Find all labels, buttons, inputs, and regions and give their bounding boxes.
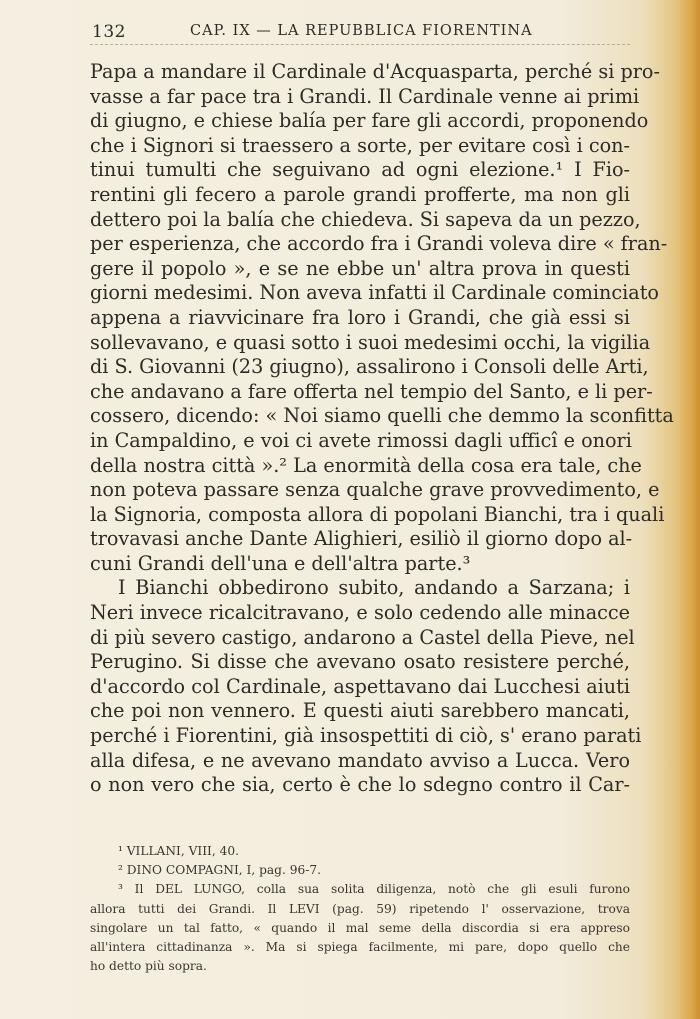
footnote-continuation: allora tutti dei Grandi. Il LEVI (pag. 59) ripetendo l' osservazione, trova — [90, 901, 630, 916]
footnote: ¹ VILLANI, VIII, 40. — [118, 844, 239, 858]
page-number: 132 — [92, 22, 126, 42]
header-rule — [90, 44, 630, 45]
text-line: alla difesa, e ne avevano mandato avviso a Lucca. Vero — [90, 748, 630, 772]
text-line: appena a riavvicinare fra loro i Grandi, che già essi si — [90, 305, 630, 329]
body-text — [90, 60, 674, 798]
text-line: che andavano a fare offerta nel tempio del Santo, e li per- — [90, 379, 653, 403]
text-line: rentini gli fecero a parole grandi profferte, ma non gli — [90, 182, 630, 206]
running-head: CAP. IX — LA REPUBBLICA FIORENTINA — [190, 23, 533, 39]
text-line: in Campaldino, e voi ci avete rimossi dagli ufficî e onori — [90, 428, 632, 452]
text-line: gere il popolo », e se ne ebbe un' altra prova in questi — [90, 256, 630, 280]
text-line: di giugno, e chiese balía per fare gli accordi, proponendo — [90, 109, 649, 133]
text-line: sollevavano, e quasi sotto i suoi medesimi occhi, la vigilia — [90, 330, 651, 354]
text-line: o non vero che sia, certo è che lo sdegno contro il Car- — [90, 773, 630, 797]
text-line: per esperienza, che accordo fra i Grandi voleva dire « fran- — [90, 232, 668, 256]
text-line: che i Signori si traessero a sorte, per evitare così i con- — [90, 133, 630, 157]
text-line: di più severo castigo, andarono a Castel della Pieve, nel — [90, 625, 635, 649]
text-line: perché i Fiorentini, già insospettiti di ciò, s' erano parati — [90, 724, 642, 748]
text-line: non poteva passare senza qualche grave provvedimento, e — [90, 478, 660, 502]
text-line: vasse a far pace tra i Grandi. Il Cardinale venne ai primi — [90, 84, 640, 108]
text-line: la Signoria, composta allora di popolani Bianchi, tra i quali — [90, 502, 665, 526]
footnote: ³ Il DEL LUNGO, colla sua solita diligenza, notò che gli esuli furono — [118, 882, 630, 897]
footnote-continuation: ho detto più sopra. — [90, 959, 207, 974]
text-line: Neri invece ricalcitravano, e solo cedendo alle minacce — [90, 601, 630, 625]
text-line: della nostra città ».² La enormità della cosa era tale, che — [90, 453, 642, 477]
footnote-continuation: singolare un tal fatto, « quando il mal seme della discordia si era appreso — [90, 920, 630, 935]
text-line: di S. Giovanni (23 giugno), assalirono i Consoli delle Arti, — [90, 355, 649, 379]
text-line: trovavasi anche Dante Alighieri, esiliò il giorno dopo al- — [90, 527, 633, 551]
footnote-continuation: all'intera cittadinanza ». Ma si spiega facilmente, mi pare, dopo quello che — [90, 939, 630, 954]
text-line: d'accordo col Cardinale, aspettavano dai Lucchesi aiuti — [90, 674, 630, 698]
footnote: ² DINO COMPAGNI, I, pag. 96-7. — [118, 863, 321, 878]
text-line: che poi non vennero. E questi aiuti sarebbero mancati, — [90, 699, 630, 723]
page-header — [90, 20, 630, 44]
footnotes — [90, 842, 630, 976]
text-line: Papa a mandare il Cardinale d'Acquasparta, perché si pro- — [90, 60, 660, 83]
text-line: Perugino. Si disse che avevano osato resistere perché, — [90, 650, 630, 674]
text-line: cossero, dicendo: « Noi siamo quelli che demmo la sconfitta — [90, 404, 674, 428]
text-line: I Bianchi obbedirono subito, andando a Sarzana; i — [118, 576, 630, 600]
text-line: giorni medesimi. Non aveva infatti il Cardinale cominciato — [90, 281, 659, 305]
text-line: dettero poi la balía che chiedeva. Si sapeva da un pezzo, — [90, 207, 641, 231]
text-line: cuni Grandi dell'una e dell'altra parte.³ — [90, 551, 471, 575]
page-edge-discoloration — [678, 0, 700, 1019]
text-line: tinui tumulti che seguivano ad ogni elezione.¹ I Fio- — [90, 158, 630, 182]
